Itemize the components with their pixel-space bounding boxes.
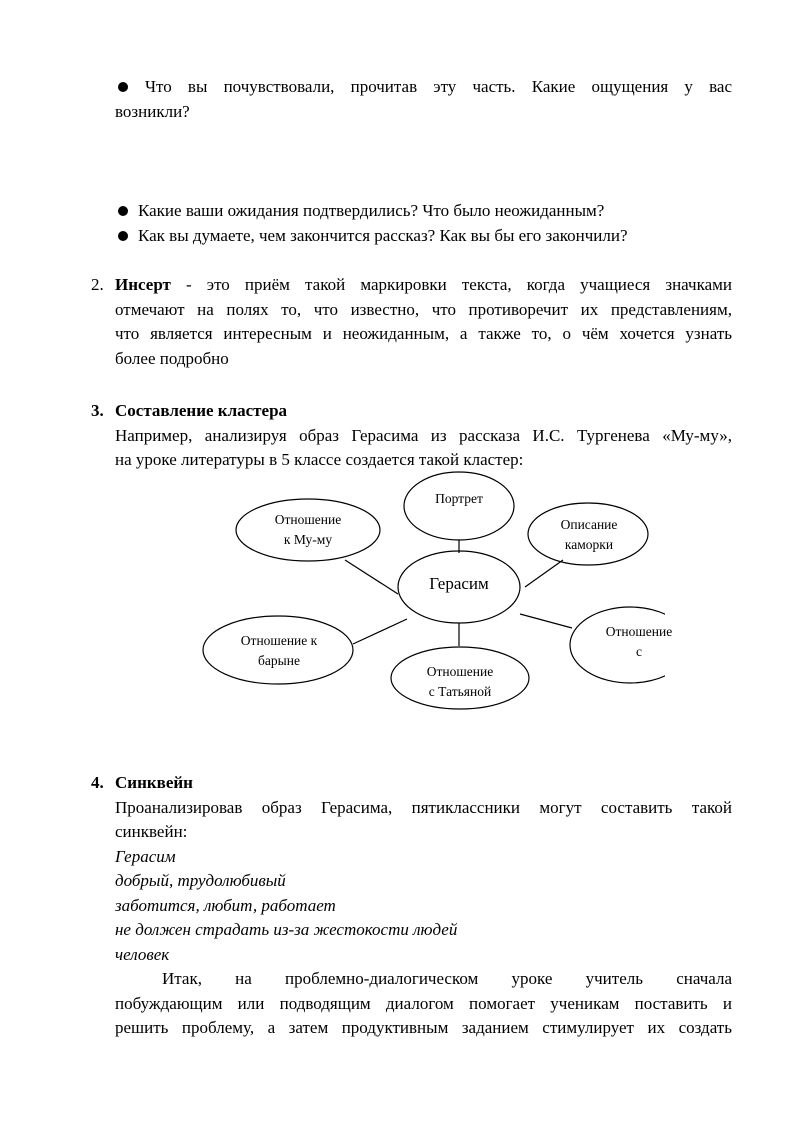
item-2-line-1-rest: - это приём такой маркировки текста, когда учащиеся значками: [170, 275, 732, 294]
item-4-number: 4.: [91, 773, 104, 792]
node-tatyana-line-2: с Татьяной: [428, 684, 492, 699]
bullet-dot: [118, 206, 128, 216]
cluster-diagram: [195, 470, 673, 720]
term-insert: Инсерт: [115, 275, 171, 294]
item-3-number: 3.: [91, 401, 104, 420]
node-portrait: [435, 489, 483, 509]
question-3: [138, 224, 628, 249]
node-tatyana: [427, 662, 493, 702]
question-1: [115, 75, 732, 124]
item-2-body: [115, 273, 732, 371]
sinkwein-line-4: не должен страдать из-за жестокости людей: [115, 920, 458, 939]
bullet-dot: [118, 231, 128, 241]
item-3-line-1: Например, анализируя образ Герасима из рассказа И.С. Тургенева «Му-му»,: [115, 425, 732, 445]
item-3-body: [115, 399, 732, 473]
item-4-title: Синквейн: [115, 773, 193, 792]
node-barynya: [241, 631, 317, 671]
node-mumu: [275, 510, 341, 550]
conclusion-line-2: побуждающим или подводящим диалогом помогает ученикам поставить и: [115, 993, 732, 1013]
connector-right: [520, 614, 572, 628]
sinkwein-line-2: добрый, трудолюбивый: [115, 871, 286, 890]
node-portrait-text: Портрет: [435, 491, 483, 506]
sinkwein-line-1: Герасим: [115, 846, 176, 866]
item-3-title: Составление кластера: [115, 401, 288, 420]
item-4-intro-line-2: синквейн:: [115, 822, 188, 841]
item-2-line-3: что является интересным и неожиданным, а также то, о чём хочется узнать: [115, 324, 732, 343]
node-room-line-2: каморки: [564, 537, 614, 552]
connector-mumu: [345, 560, 398, 594]
item-4-body: [115, 771, 732, 1041]
node-center-text: Герасим: [429, 574, 489, 593]
connector-room: [525, 560, 563, 587]
question-2-text: Какие ваши ожидания подтвердились? Что было неожиданным?: [138, 201, 605, 220]
node-right-line-1: Отношение: [605, 624, 673, 639]
question-3-text: Как вы думаете, чем закончится рассказ? Как вы бы его закончили?: [138, 226, 628, 245]
sinkwein-line-3: заботится, любит, работает: [115, 895, 336, 915]
node-room: [561, 515, 618, 555]
item-2-line-2: отмечают на полях то, что известно, что противоречит их представлениям,: [115, 299, 732, 319]
node-room-line-1: Описание: [560, 517, 618, 532]
conclusion-line-3: решить проблему, а затем продуктивным заданием стимулирует их создать: [115, 1018, 732, 1037]
node-barynya-line-2: барыне: [258, 653, 300, 668]
item-2-line-1: [115, 273, 732, 298]
node-tatyana-line-1: Отношение: [426, 664, 494, 679]
item-4-intro-line-1: Проанализировав образ Герасима, пятиклассники могут составить такой: [115, 797, 732, 817]
node-barynya-line-1: Отношение к: [240, 633, 318, 648]
node-mumu-line-1: Отношение: [274, 512, 342, 527]
question-2: [138, 199, 604, 224]
node-right: [606, 622, 672, 662]
item-2-number: 2.: [91, 275, 104, 294]
node-right-line-2: с: [635, 644, 642, 659]
node-center: [429, 574, 489, 594]
item-3-line-2: на уроке литературы в 5 классе создается такой кластер:: [115, 450, 524, 469]
node-mumu-line-2: к Му-му: [283, 532, 333, 547]
connector-barynya: [353, 619, 407, 644]
conclusion-line-1: Итак, на проблемно-диалогическом уроке учитель сначала: [162, 969, 732, 988]
sinkwein-line-5: человек: [115, 944, 170, 964]
item-2-line-4: более подробно: [115, 348, 229, 368]
question-1-line-1: Что вы почувствовали, прочитав эту часть. Какие ощущения у вас: [145, 77, 732, 96]
question-1-line-2: возникли?: [115, 101, 190, 121]
